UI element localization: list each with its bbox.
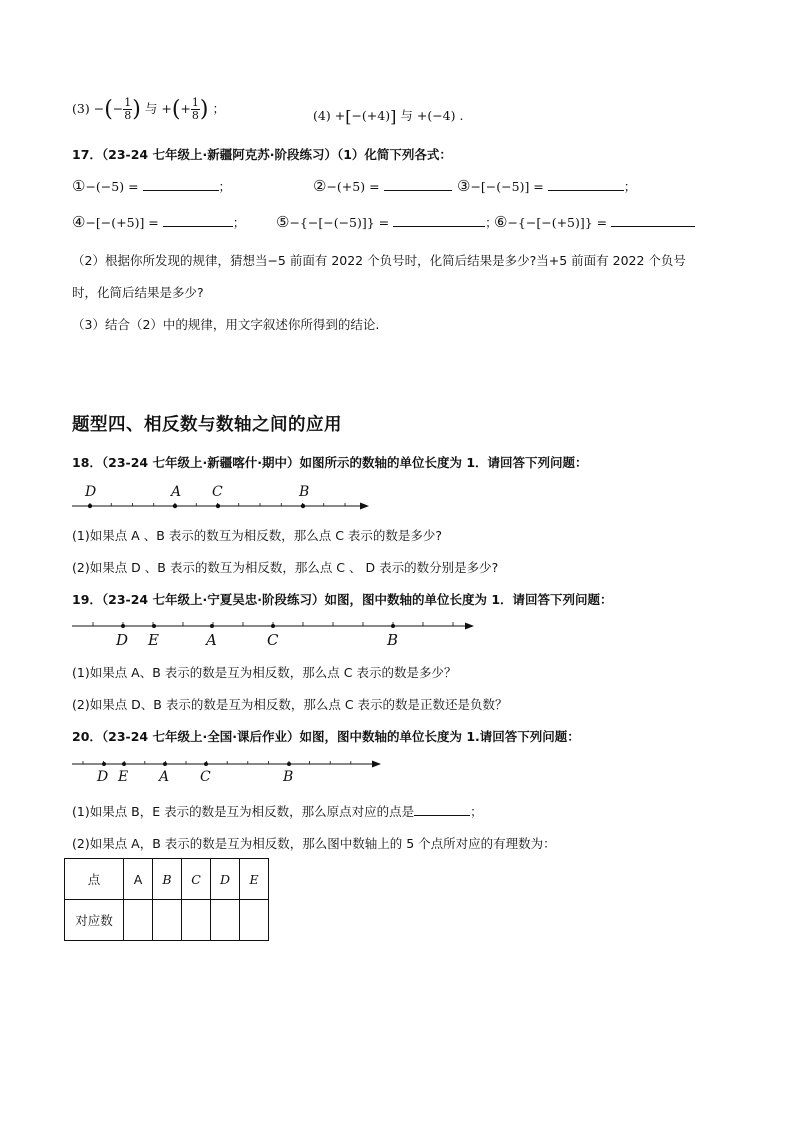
table-header-E: E: [240, 859, 269, 900]
table-cell-E[interactable]: [240, 900, 269, 941]
q17-item-5: ⑤−{−[−(−5)]} = ；: [276, 213, 498, 231]
q17-item-6: ⑥−{−[−(+5)]} =: [494, 213, 695, 231]
q18-header: 18．（23-24 七年级上·新疆喀什·期中）如图所示的数轴的单位长度为 1．请回答下列问题：: [72, 455, 588, 470]
table-cell-D[interactable]: [211, 900, 240, 941]
table-header-point: 点: [65, 859, 124, 900]
q20-point-D: [102, 762, 106, 766]
table-row: [65, 859, 269, 900]
q18-label-A: A: [171, 484, 182, 500]
q20-part2: (2)如果点 A，B 表示的数是互为相反数，那么图中数轴上的 5 个点所对应的有理数为：: [72, 836, 556, 851]
q17-answer-blank-2[interactable]: [384, 180, 452, 191]
q17-item-1: ①−(−5) = ；: [72, 177, 232, 195]
table-header-A: A: [124, 859, 153, 900]
table-header-value: 对应数: [65, 900, 124, 941]
q16-fraction-a: $\frac{1}{8}$: [124, 96, 132, 122]
q20-origin-blank[interactable]: [414, 805, 470, 816]
table-header-B: B: [153, 859, 182, 900]
q16-and-3: 与: [144, 101, 158, 116]
q19-label-D: D: [116, 631, 129, 649]
q19-label-E: E: [148, 631, 159, 649]
q18-label-B: B: [299, 484, 310, 500]
q17-answer-blank-5[interactable]: [393, 216, 485, 227]
q20-point-A: [163, 762, 167, 766]
q18-point-C: [216, 504, 220, 508]
q16-fraction-b: $\frac{1}{8}$: [191, 96, 199, 122]
q17-part2-line1: （2）根据你所发现的规律，猜想当−5 前面有 2022 个负号时，化简后结果是多少?当+5 前面有 2022 个负号: [72, 253, 686, 268]
table-row: [65, 900, 269, 941]
q16-part4-label: (4): [313, 108, 331, 123]
q20-number-line: [70, 754, 390, 786]
q18-number-line: [70, 480, 380, 518]
q17-part3: （3）结合（2）中的规律，用文字叙述你所得到的结论.: [72, 317, 380, 332]
table-header-D: D: [211, 859, 240, 900]
q18-point-D: [88, 504, 92, 508]
table-cell-C[interactable]: [182, 900, 211, 941]
q19-header: 19．（23-24 七年级上·宁夏吴忠·阶段练习）如图，图中数轴的单位长度为 1．请回答下列问题：: [72, 592, 613, 607]
table-header-C: C: [182, 859, 211, 900]
q19-label-C: C: [267, 631, 279, 649]
q17-item-2: ②−(+5) =: [313, 177, 452, 195]
q18-label-C: C: [212, 484, 223, 500]
q19-point-B: [391, 624, 395, 628]
q20-point-E: [122, 762, 126, 766]
q20-label-E: E: [118, 769, 129, 785]
q16-part4: (4) +[−(+4)] 与 +(−4) .: [313, 107, 464, 126]
q17-part2-line2: 时，化简后结果是多少?: [72, 285, 204, 300]
q16-part3-label: (3): [72, 101, 90, 116]
q20-header: 20．（23-24 七年级上·全国·课后作业）如图，图中数轴的单位长度为 1.请回答下列问题：: [72, 729, 580, 744]
q17-answer-blank-1[interactable]: [143, 180, 219, 191]
q20-point-C: [204, 762, 208, 766]
q18-part2: (2)如果点 D 、B 表示的数互为相反数，那么点 C 、 D 表示的数分别是多少?: [72, 560, 499, 575]
q19-point-C: [271, 624, 275, 628]
q17-item-4: ④−[−(+5)] = ；: [72, 213, 246, 231]
table-cell-A[interactable]: [124, 900, 153, 941]
q20-label-D: D: [97, 769, 109, 785]
table-cell-B[interactable]: [153, 900, 182, 941]
q18-axis-arrow: [360, 503, 369, 510]
q19-axis-arrow: [465, 623, 474, 630]
q17-answer-blank-3[interactable]: [548, 180, 624, 191]
q18-label-D: D: [85, 484, 97, 500]
q18-point-A: [173, 504, 177, 508]
q19-label-A: A: [206, 631, 217, 649]
q20-label-A: A: [159, 769, 170, 785]
q20-label-C: C: [200, 769, 211, 785]
q19-point-D: [121, 624, 125, 628]
section-title: 题型四、相反数与数轴之间的应用: [72, 415, 342, 435]
q20-label-B: B: [283, 769, 294, 785]
q19-point-E: [152, 624, 156, 628]
q19-part1: (1)如果点 A、B 表示的数是互为相反数，那么点 C 表示的数是多少？: [72, 665, 457, 680]
q16-and-4: 与: [400, 108, 413, 123]
q17-answer-blank-4[interactable]: [163, 216, 233, 227]
q19-part2: (2)如果点 D、B 表示的数是互为相反数，那么点 C 表示的数是正数还是负数？: [72, 697, 508, 712]
q18-point-B: [301, 504, 305, 508]
q19-label-B: B: [387, 631, 399, 649]
q17-answer-blank-6[interactable]: [611, 216, 695, 227]
q20-part1: (1)如果点 B，E 表示的数是互为相反数，那么原点对应的点是 ；: [72, 804, 483, 819]
q20-answer-table: [64, 858, 269, 941]
q17-header: 17．（23-24 七年级上·新疆阿克苏·阶段练习）（1）化简下列各式：: [72, 147, 452, 162]
q19-number-line: [70, 616, 480, 650]
q20-point-B: [287, 762, 291, 766]
q18-part1: (1)如果点 A 、B 表示的数互为相反数，那么点 C 表示的数是多少?: [72, 528, 443, 543]
q17-item-3: ③−[−(−5)] = ；: [457, 177, 637, 195]
q20-axis-arrow: [372, 761, 381, 768]
q19-point-A: [210, 624, 214, 628]
q16-part3: (3) −(− $\frac{1}{8}$ ) 与 +(+ $\frac{1}{8}$ ) ；: [72, 96, 225, 122]
